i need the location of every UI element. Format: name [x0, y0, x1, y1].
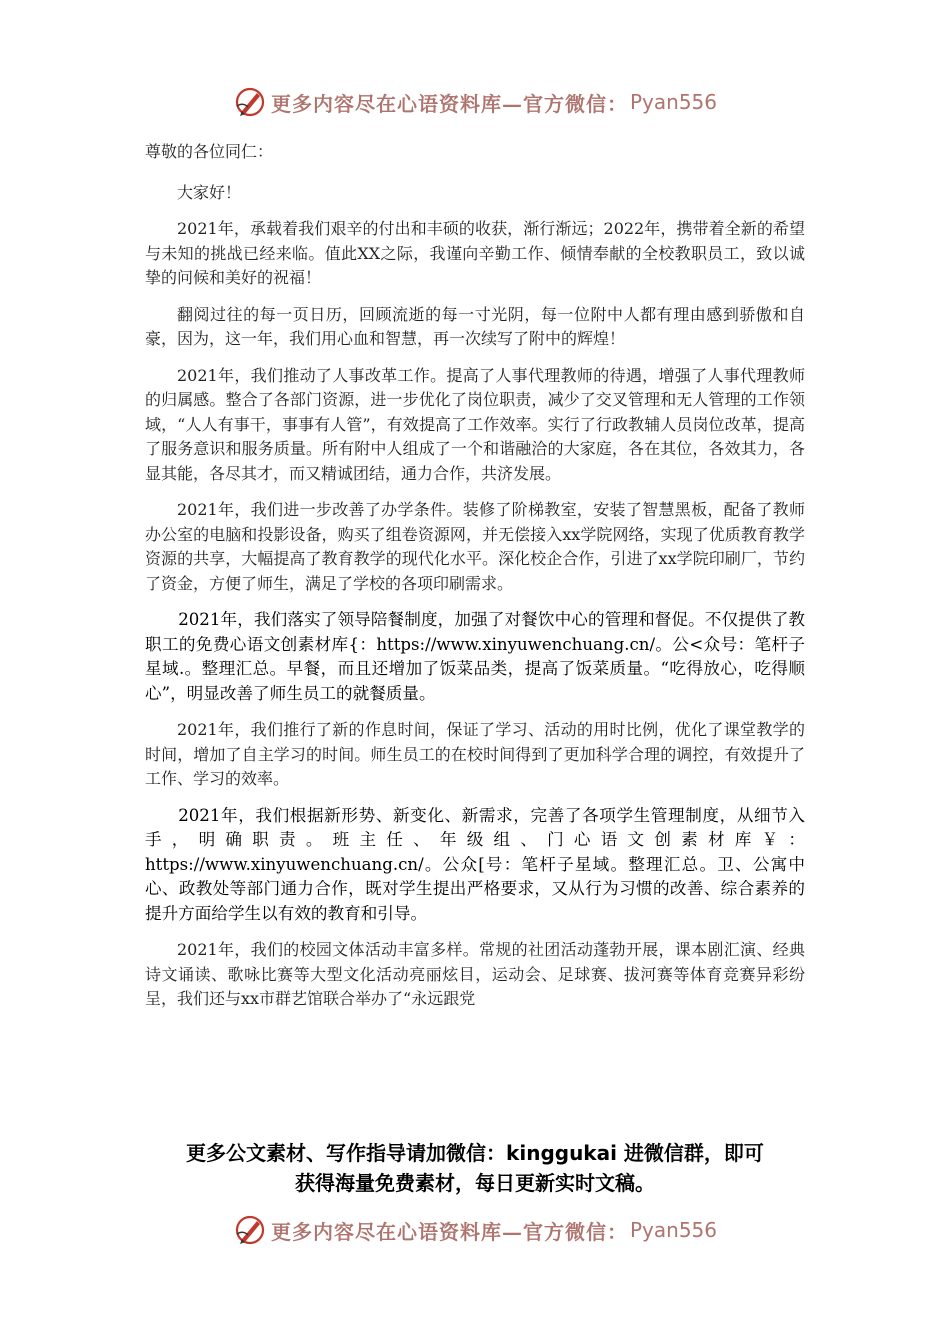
paragraph-greeting: 大家好！	[177, 182, 242, 202]
footer-banner-wechat-id: Pyan556	[629, 1218, 717, 1242]
letter-body	[145, 140, 805, 1012]
paragraph: 2021年，我们推动了人事改革工作。提高了人事代理教师的待遇，增强了人事代理教师的归属感。整合了各部门资源，进一步优化了岗位职责，减少了交叉管理和无人管理的工作领域，“人人有事干，事事有人管”，有效提高了工作效率。实行了行政教辅人员岗位改革，提高了服务意识和服务质量。所有附中人组成了一个和谐融洽的大家庭，各在其位，各效其力，各显其能，各尽其才，而又精诚团结，通力合作，共济发展。	[145, 365, 805, 483]
paragraph: 2021年，我们的校园文体活动丰富多样。常规的社团活动蓬勃开展，课本剧汇演、经典诗文诵读、歌咏比赛等大型文化活动亮丽炫目，运动会、足球赛、拔河赛等体育竞赛异彩纷呈，我们还与xx市群艺馆联合举办了“永远跟党	[145, 940, 805, 1008]
pen-logo-icon	[233, 85, 267, 119]
footer-notice	[130, 1138, 820, 1198]
footer-banner	[0, 1210, 950, 1250]
paragraph: 2021年，我们落实了领导陪餐制度，加强了对餐饮中心的管理和督促。不仅提供了教职工的免费心语文创素材库{：https://www.xinyuwenchuang.cn/。公<众号：笔杆子星域.。整理汇总。早餐，而且还增加了饭菜品类，提高了饭菜质量。“吃得放心，吃得顺心”，明显改善了师生员工的就餐质量。	[145, 610, 805, 703]
paragraph: 2021年，我们推行了新的作息时间，保证了学习、活动的用时比例，优化了课堂教学的时间，增加了自主学习的时间。师生员工的在校时间得到了更加科学合理的调控，有效提升了工作、学习的效率。	[145, 720, 805, 788]
paragraph: 2021年，承载着我们艰辛的付出和丰硕的收获，渐行渐远；2022年，携带着全新的希望与未知的挑战已经来临。值此XX之际，我谨向辛勤工作、倾情奉献的全校教职员工，致以诚挚的问候和美好的祝福！	[145, 219, 805, 287]
footer-notice-line: 更多公文素材、写作指导请加微信：kinggukai 进微信群，即可	[186, 1141, 764, 1165]
paragraph: 翻阅过往的每一页日历，回顾流逝的每一寸光阴，每一位附中人都有理由感到骄傲和自豪，因为，这一年，我们用心血和智慧，再一次续写了附中的辉煌！	[145, 304, 805, 348]
header-banner	[0, 82, 950, 122]
pen-logo-icon	[233, 1213, 267, 1247]
paragraph: 2021年，我们进一步改善了办学条件。装修了阶梯教室，安装了智慧黑板，配备了教师办公室的电脑和投影设备，购买了组卷资源网，并无偿接入xx学院网络，实现了优质教育教学资源的共享，大幅提高了教育教学的现代化水平。深化校企合作，引进了xx学院印刷厂，节约了资金，方便了师生，满足了学校的各项印刷需求。	[145, 500, 805, 593]
salutation: 尊敬的各位同仁：	[145, 142, 274, 161]
header-banner-text: 更多内容尽在心语资料库—官方微信：	[270, 91, 628, 116]
footer-banner-text: 更多内容尽在心语资料库—官方微信：	[270, 1219, 628, 1244]
header-banner-wechat-id: Pyan556	[629, 90, 717, 114]
paragraph: 2021年，我们根据新形势、新变化、新需求，完善了各项学生管理制度，从细节入手，明确职责。班主任、年级组、门心语文创素材库￥：https://www.xinyuwenchuang.cn/。公众[号：笔杆子星域。整理汇总。卫、公寓中心、政教处等部门通力合作，既对学生提出严格要求，又从行为习惯的改善、综合素养的提升方面给学生以有效的教育和引导。	[145, 805, 805, 923]
footer-notice-line: 获得海量免费素材，每日更新实时文稿。	[295, 1171, 655, 1195]
